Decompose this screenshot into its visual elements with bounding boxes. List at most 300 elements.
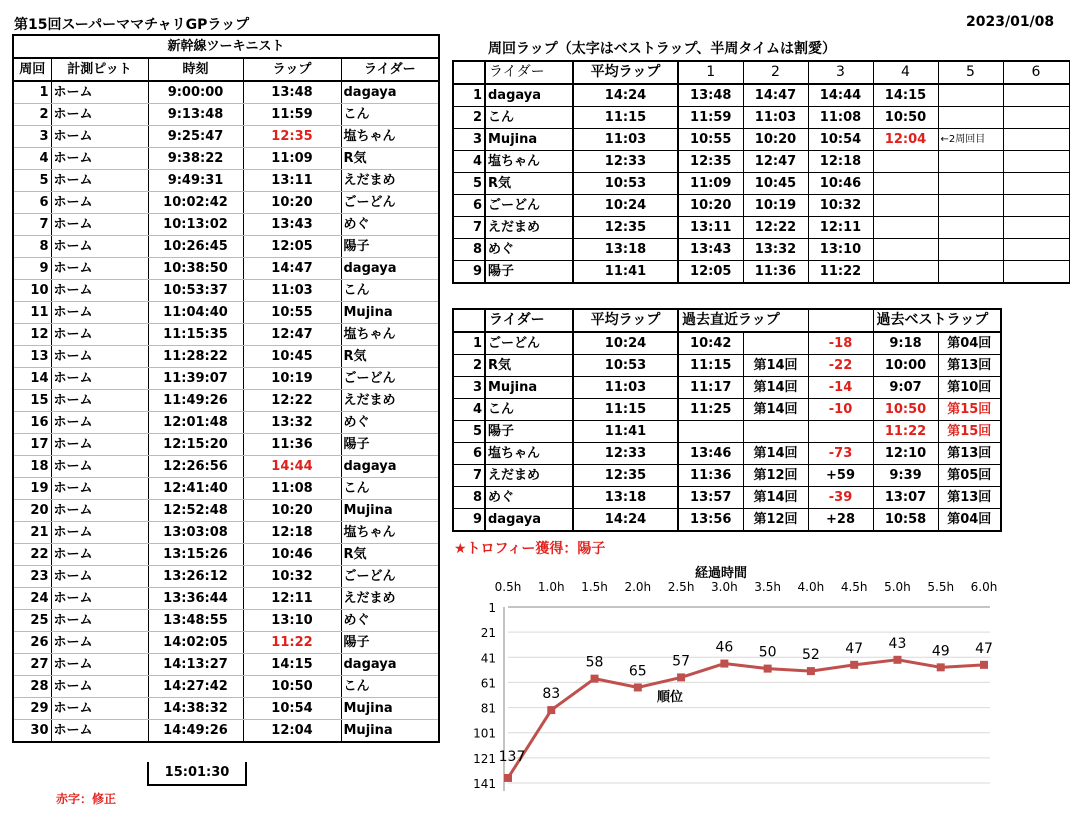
lap-time-of-day: 14:49:26 [148, 720, 243, 743]
lap-number: 27 [13, 654, 51, 676]
rider-name: Mujina [485, 129, 573, 151]
lap-number: 26 [13, 632, 51, 654]
recent-lap: 11:15 [678, 355, 743, 377]
trophy-label: ★トロフィー獲得：陽子 [454, 541, 606, 557]
lap-duration: 12:35 [243, 126, 341, 148]
lap-1: 12:05 [678, 261, 743, 284]
chart-y-tick-label: 141 [473, 777, 496, 791]
recent-race: 第14回 [743, 355, 808, 377]
lap-5 [938, 173, 1003, 195]
team-name: 新幹線ツーキニスト [13, 35, 439, 58]
lap-2: 11:03 [743, 107, 808, 129]
lap-1: 10:20 [678, 195, 743, 217]
rider-name: こん [341, 280, 439, 302]
rider-name: こん [341, 478, 439, 500]
average-lap: 10:24 [573, 332, 678, 355]
rider-name: dagaya [341, 81, 439, 104]
chart-x-tick-label: 6.0h [970, 580, 998, 594]
rider-name: 塩ちゃん [341, 126, 439, 148]
lap-1: 12:35 [678, 151, 743, 173]
lap-1: 11:59 [678, 107, 743, 129]
recent-race: 第14回 [743, 487, 808, 509]
lap-header-avg: 平均ラップ [573, 61, 678, 84]
lap-time-of-day: 13:26:12 [148, 566, 243, 588]
lap-5 [938, 239, 1003, 261]
lap-log-row [13, 258, 439, 280]
chart-point [937, 663, 945, 671]
lap-header-3: 3 [808, 61, 873, 84]
lap-1: 10:55 [678, 129, 743, 151]
rider-name: えだまめ [485, 217, 573, 239]
pit-name: ホーム [51, 214, 148, 236]
rider-stats-row [453, 377, 1001, 399]
lap-log-row [13, 192, 439, 214]
lap-time-of-day: 12:52:48 [148, 500, 243, 522]
best-lap: 10:00 [873, 355, 938, 377]
rider-name: dagaya [341, 654, 439, 676]
lap-log-row [13, 544, 439, 566]
chart-point [591, 675, 599, 683]
rider-name: こん [341, 104, 439, 126]
lap-duration: 13:43 [243, 214, 341, 236]
chart-point [850, 661, 858, 669]
rider-lap-row [453, 173, 1069, 195]
chart-x-axis-label: 経過時間 [694, 566, 748, 581]
lap-duration: 13:48 [243, 81, 341, 104]
stat-header-diff [808, 309, 873, 332]
date-label: 2023/01/08 [966, 14, 1055, 30]
lap-log-row [13, 478, 439, 500]
header-lap: ラップ [243, 58, 341, 81]
pit-name: ホーム [51, 654, 148, 676]
chart-x-tick-label: 4.0h [797, 580, 825, 594]
recent-lap: 13:46 [678, 443, 743, 465]
chart-y-tick-label: 1 [488, 601, 496, 615]
pit-name: ホーム [51, 81, 148, 104]
lap-number: 30 [13, 720, 51, 743]
best-lap: 9:18 [873, 332, 938, 355]
chart-data-label: 43 [888, 635, 907, 652]
lap-5 [938, 84, 1003, 107]
chart-y-tick-label: 21 [480, 626, 496, 641]
chart-data-label: 46 [715, 639, 734, 656]
chart-data-label: 137 [498, 748, 526, 765]
lap-duration: 11:59 [243, 104, 341, 126]
lap-1: 13:11 [678, 217, 743, 239]
rider-name: Mujina [485, 377, 573, 399]
best-lap: 11:22 [873, 421, 938, 443]
lap-time-of-day: 11:15:35 [148, 324, 243, 346]
lap-time-of-day: 10:02:42 [148, 192, 243, 214]
chart-x-tick-label: 3.0h [711, 580, 738, 594]
lap-header-blank [453, 61, 485, 84]
rider-name: dagaya [341, 456, 439, 478]
lap-log-row [13, 676, 439, 698]
lap-time-of-day: 11:49:26 [148, 390, 243, 412]
lap-log-table [12, 34, 440, 743]
lap-3: 14:44 [808, 84, 873, 107]
average-lap: 14:24 [573, 84, 678, 107]
lap-time-of-day: 12:41:40 [148, 478, 243, 500]
pit-name: ホーム [51, 170, 148, 192]
rider-name: ごーどん [485, 195, 573, 217]
rider-stats-row [453, 487, 1001, 509]
lap-number: 13 [13, 346, 51, 368]
finish-time: 15:01:30 [147, 762, 247, 786]
lap-log-row [13, 104, 439, 126]
recent-race [743, 421, 808, 443]
lap-time-of-day: 11:39:07 [148, 368, 243, 390]
chart-point [807, 667, 815, 675]
lap-duration: 12:11 [243, 588, 341, 610]
pit-name: ホーム [51, 588, 148, 610]
lap-number: 17 [13, 434, 51, 456]
rider-name: めぐ [485, 239, 573, 261]
chart-y-tick-label: 61 [480, 676, 496, 691]
lap-number: 7 [13, 214, 51, 236]
rider-lap-row [453, 107, 1069, 129]
lap-header-4: 4 [873, 61, 938, 84]
lap-duration: 13:11 [243, 170, 341, 192]
stat-header-recent: 過去直近ラップ [678, 309, 808, 332]
average-lap: 11:41 [573, 421, 678, 443]
rider-name: めぐ [341, 214, 439, 236]
lap-time-of-day: 9:25:47 [148, 126, 243, 148]
lap-number: 19 [13, 478, 51, 500]
rider-rank: 3 [453, 129, 485, 151]
recent-race: 第14回 [743, 377, 808, 399]
chart-point [677, 673, 685, 681]
lap-number: 8 [13, 236, 51, 258]
header-rider: ライダー [341, 58, 439, 81]
rider-name: 陽子 [485, 261, 573, 284]
rider-name: 塩ちゃん [485, 151, 573, 173]
rider-name: めぐ [485, 487, 573, 509]
lap-header-1: 1 [678, 61, 743, 84]
stat-header-avg: 平均ラップ [573, 309, 678, 332]
lap-number: 23 [13, 566, 51, 588]
rider-name: Mujina [341, 698, 439, 720]
lap-log-row [13, 280, 439, 302]
best-race: 第10回 [938, 377, 1001, 399]
rider-rank: 5 [453, 421, 485, 443]
lap-2: 11:36 [743, 261, 808, 284]
chart-data-label: 58 [585, 654, 604, 671]
rider-name: 陽子 [341, 236, 439, 258]
rider-name: えだまめ [341, 588, 439, 610]
lap-3: 11:08 [808, 107, 873, 129]
average-lap: 10:24 [573, 195, 678, 217]
pit-name: ホーム [51, 346, 148, 368]
rider-lap-row [453, 261, 1069, 284]
lap-number: 15 [13, 390, 51, 412]
chart-x-tick-label: 2.5h [667, 580, 695, 594]
lap-time-of-day: 11:28:22 [148, 346, 243, 368]
lap-log-row [13, 698, 439, 720]
rider-stats-row [453, 355, 1001, 377]
page-title: 第15回スーパーママチャリGPラップ [14, 17, 250, 33]
lap-number: 10 [13, 280, 51, 302]
lap-difference: -18 [808, 332, 873, 355]
lap-time-of-day: 14:27:42 [148, 676, 243, 698]
lap-log-row [13, 654, 439, 676]
chart-x-tick-label: 1.0h [537, 580, 565, 594]
rider-rank: 8 [453, 239, 485, 261]
average-lap: 10:53 [573, 355, 678, 377]
best-race: 第13回 [938, 355, 1001, 377]
rider-rank: 2 [453, 355, 485, 377]
lap-duration: 10:46 [243, 544, 341, 566]
rank-chart [452, 560, 1012, 805]
best-race: 第04回 [938, 509, 1001, 532]
lap-time-of-day: 14:13:27 [148, 654, 243, 676]
pit-name: ホーム [51, 302, 148, 324]
stat-header-rider: ライダー [485, 309, 573, 332]
lap-header-rider: ライダー [485, 61, 573, 84]
lap-number: 9 [13, 258, 51, 280]
lap-duration: 11:22 [243, 632, 341, 654]
pit-name: ホーム [51, 456, 148, 478]
lap-log-row [13, 170, 439, 192]
lap-6 [1003, 195, 1069, 217]
lap-number: 22 [13, 544, 51, 566]
chart-x-tick-label: 4.5h [840, 580, 868, 594]
lap-number: 20 [13, 500, 51, 522]
lap-difference: -39 [808, 487, 873, 509]
lap-5 [938, 261, 1003, 284]
rider-name: えだまめ [485, 465, 573, 487]
rider-rank: 3 [453, 377, 485, 399]
lap-number: 16 [13, 412, 51, 434]
rider-name: R気 [341, 346, 439, 368]
chart-data-label: 83 [542, 686, 561, 703]
lap-number: 12 [13, 324, 51, 346]
average-lap: 11:03 [573, 129, 678, 151]
average-lap: 11:03 [573, 377, 678, 399]
lap-duration: 11:08 [243, 478, 341, 500]
recent-lap: 11:17 [678, 377, 743, 399]
average-lap: 14:24 [573, 509, 678, 532]
lap-duration: 12:47 [243, 324, 341, 346]
lap-log-row [13, 456, 439, 478]
lap-4: 14:15 [873, 84, 938, 107]
lap-6 [1003, 129, 1069, 151]
lap-header-2: 2 [743, 61, 808, 84]
chart-data-label: 47 [845, 640, 864, 657]
best-race: 第13回 [938, 443, 1001, 465]
lap-log-row [13, 236, 439, 258]
recent-lap: 13:57 [678, 487, 743, 509]
lap-log-row [13, 346, 439, 368]
lap-4 [873, 217, 938, 239]
rider-name: 陽子 [341, 632, 439, 654]
chart-point [634, 683, 642, 691]
rider-name: dagaya [341, 258, 439, 280]
lap-note: ←2周回目 [938, 129, 1003, 151]
rider-lap-row [453, 151, 1069, 173]
rider-name: R気 [485, 173, 573, 195]
lap-number: 1 [13, 81, 51, 104]
rider-name: こん [341, 676, 439, 698]
lap-5 [938, 151, 1003, 173]
rider-stats-row [453, 465, 1001, 487]
recent-lap: 11:25 [678, 399, 743, 421]
lap-time-of-day: 13:15:26 [148, 544, 243, 566]
recent-race: 第14回 [743, 399, 808, 421]
rider-lap-row [453, 129, 1069, 151]
lap-log-row [13, 720, 439, 743]
rider-name: ごーどん [341, 368, 439, 390]
lap-log-row [13, 148, 439, 170]
average-lap: 13:18 [573, 487, 678, 509]
best-race: 第13回 [938, 487, 1001, 509]
best-lap: 12:10 [873, 443, 938, 465]
best-race: 第04回 [938, 332, 1001, 355]
rider-name: ごーどん [485, 332, 573, 355]
lap-duration: 12:04 [243, 720, 341, 743]
rider-rank: 6 [453, 443, 485, 465]
average-lap: 12:33 [573, 151, 678, 173]
chart-data-label: 65 [628, 663, 647, 680]
lap-6 [1003, 84, 1069, 107]
rider-lap-row [453, 239, 1069, 261]
lap-number: 25 [13, 610, 51, 632]
pit-name: ホーム [51, 236, 148, 258]
pit-name: ホーム [51, 258, 148, 280]
stat-header-best: 過去ベストラップ [873, 309, 1001, 332]
lap-log-row [13, 566, 439, 588]
lap-time-of-day: 13:36:44 [148, 588, 243, 610]
chart-x-tick-label: 0.5h [494, 580, 522, 594]
lap-number: 28 [13, 676, 51, 698]
lap-log-row [13, 302, 439, 324]
lap-difference [808, 421, 873, 443]
rider-stats-row [453, 421, 1001, 443]
lap-3: 12:11 [808, 217, 873, 239]
lap-log-row [13, 610, 439, 632]
lap-header-5: 5 [938, 61, 1003, 84]
lap-duration: 14:15 [243, 654, 341, 676]
chart-data-label: 47 [975, 640, 993, 657]
rider-rank: 2 [453, 107, 485, 129]
rider-name: dagaya [485, 84, 573, 107]
lap-duration: 10:19 [243, 368, 341, 390]
chart-y-tick-label: 101 [473, 726, 496, 741]
lap-time-of-day: 9:38:22 [148, 148, 243, 170]
pit-name: ホーム [51, 390, 148, 412]
pit-name: ホーム [51, 698, 148, 720]
lap-log-row [13, 390, 439, 412]
lap-table-caption: 周回ラップ（太字はベストラップ、半周タイムは割愛） [488, 41, 837, 57]
lap-duration: 14:47 [243, 258, 341, 280]
lap-4: 10:50 [873, 107, 938, 129]
chart-data-label: 52 [801, 647, 820, 664]
lap-duration: 10:32 [243, 566, 341, 588]
rider-name: 塩ちゃん [341, 522, 439, 544]
pit-name: ホーム [51, 434, 148, 456]
rider-name: めぐ [341, 412, 439, 434]
recent-race: 第12回 [743, 509, 808, 532]
stat-header-blank [453, 309, 485, 332]
rider-rank: 7 [453, 217, 485, 239]
pit-name: ホーム [51, 566, 148, 588]
lap-1: 11:09 [678, 173, 743, 195]
lap-time-of-day: 12:01:48 [148, 412, 243, 434]
pit-name: ホーム [51, 478, 148, 500]
header-time: 時刻 [148, 58, 243, 81]
rider-rank: 5 [453, 173, 485, 195]
pit-name: ホーム [51, 368, 148, 390]
header-lap-no: 周回 [13, 58, 51, 81]
lap-number: 3 [13, 126, 51, 148]
lap-duration: 10:50 [243, 676, 341, 698]
lap-number: 6 [13, 192, 51, 214]
lap-log-row [13, 522, 439, 544]
lap-time-of-day: 11:04:40 [148, 302, 243, 324]
rider-name: R気 [341, 148, 439, 170]
chart-point [764, 665, 772, 673]
pit-name: ホーム [51, 126, 148, 148]
lap-duration: 11:36 [243, 434, 341, 456]
rider-name: 塩ちゃん [341, 324, 439, 346]
lap-2: 10:20 [743, 129, 808, 151]
pit-name: ホーム [51, 544, 148, 566]
rider-name: めぐ [341, 610, 439, 632]
lap-duration: 13:10 [243, 610, 341, 632]
rider-rank: 4 [453, 151, 485, 173]
rider-name: ごーどん [341, 192, 439, 214]
lap-2: 12:47 [743, 151, 808, 173]
average-lap: 10:53 [573, 173, 678, 195]
average-lap: 12:35 [573, 465, 678, 487]
recent-race: 第14回 [743, 443, 808, 465]
rider-stats-row [453, 509, 1001, 532]
rider-lap-row [453, 217, 1069, 239]
pit-name: ホーム [51, 192, 148, 214]
lap-3: 10:32 [808, 195, 873, 217]
lap-2: 14:47 [743, 84, 808, 107]
pit-name: ホーム [51, 522, 148, 544]
lap-1: 13:43 [678, 239, 743, 261]
lap-time-of-day: 10:53:37 [148, 280, 243, 302]
lap-log-row [13, 324, 439, 346]
lap-3: 11:22 [808, 261, 873, 284]
average-lap: 13:18 [573, 239, 678, 261]
rider-stats-table [452, 308, 1002, 532]
chart-y-tick-label: 121 [473, 751, 496, 766]
chart-data-label: 57 [672, 653, 691, 670]
rider-name: えだまめ [341, 390, 439, 412]
best-race: 第05回 [938, 465, 1001, 487]
lap-difference: -22 [808, 355, 873, 377]
lap-number: 4 [13, 148, 51, 170]
rider-name: こん [485, 399, 573, 421]
lap-4: 12:04 [873, 129, 938, 151]
best-lap: 10:50 [873, 399, 938, 421]
lap-time-of-day: 9:49:31 [148, 170, 243, 192]
lap-2: 10:19 [743, 195, 808, 217]
chart-x-tick-label: 2.0h [624, 580, 652, 594]
pit-name: ホーム [51, 610, 148, 632]
lap-time-of-day: 10:13:02 [148, 214, 243, 236]
lap-6 [1003, 239, 1069, 261]
best-lap: 13:07 [873, 487, 938, 509]
lap-1: 13:48 [678, 84, 743, 107]
lap-4 [873, 173, 938, 195]
rider-rank: 1 [453, 332, 485, 355]
rider-lap-row [453, 84, 1069, 107]
lap-log-row [13, 500, 439, 522]
